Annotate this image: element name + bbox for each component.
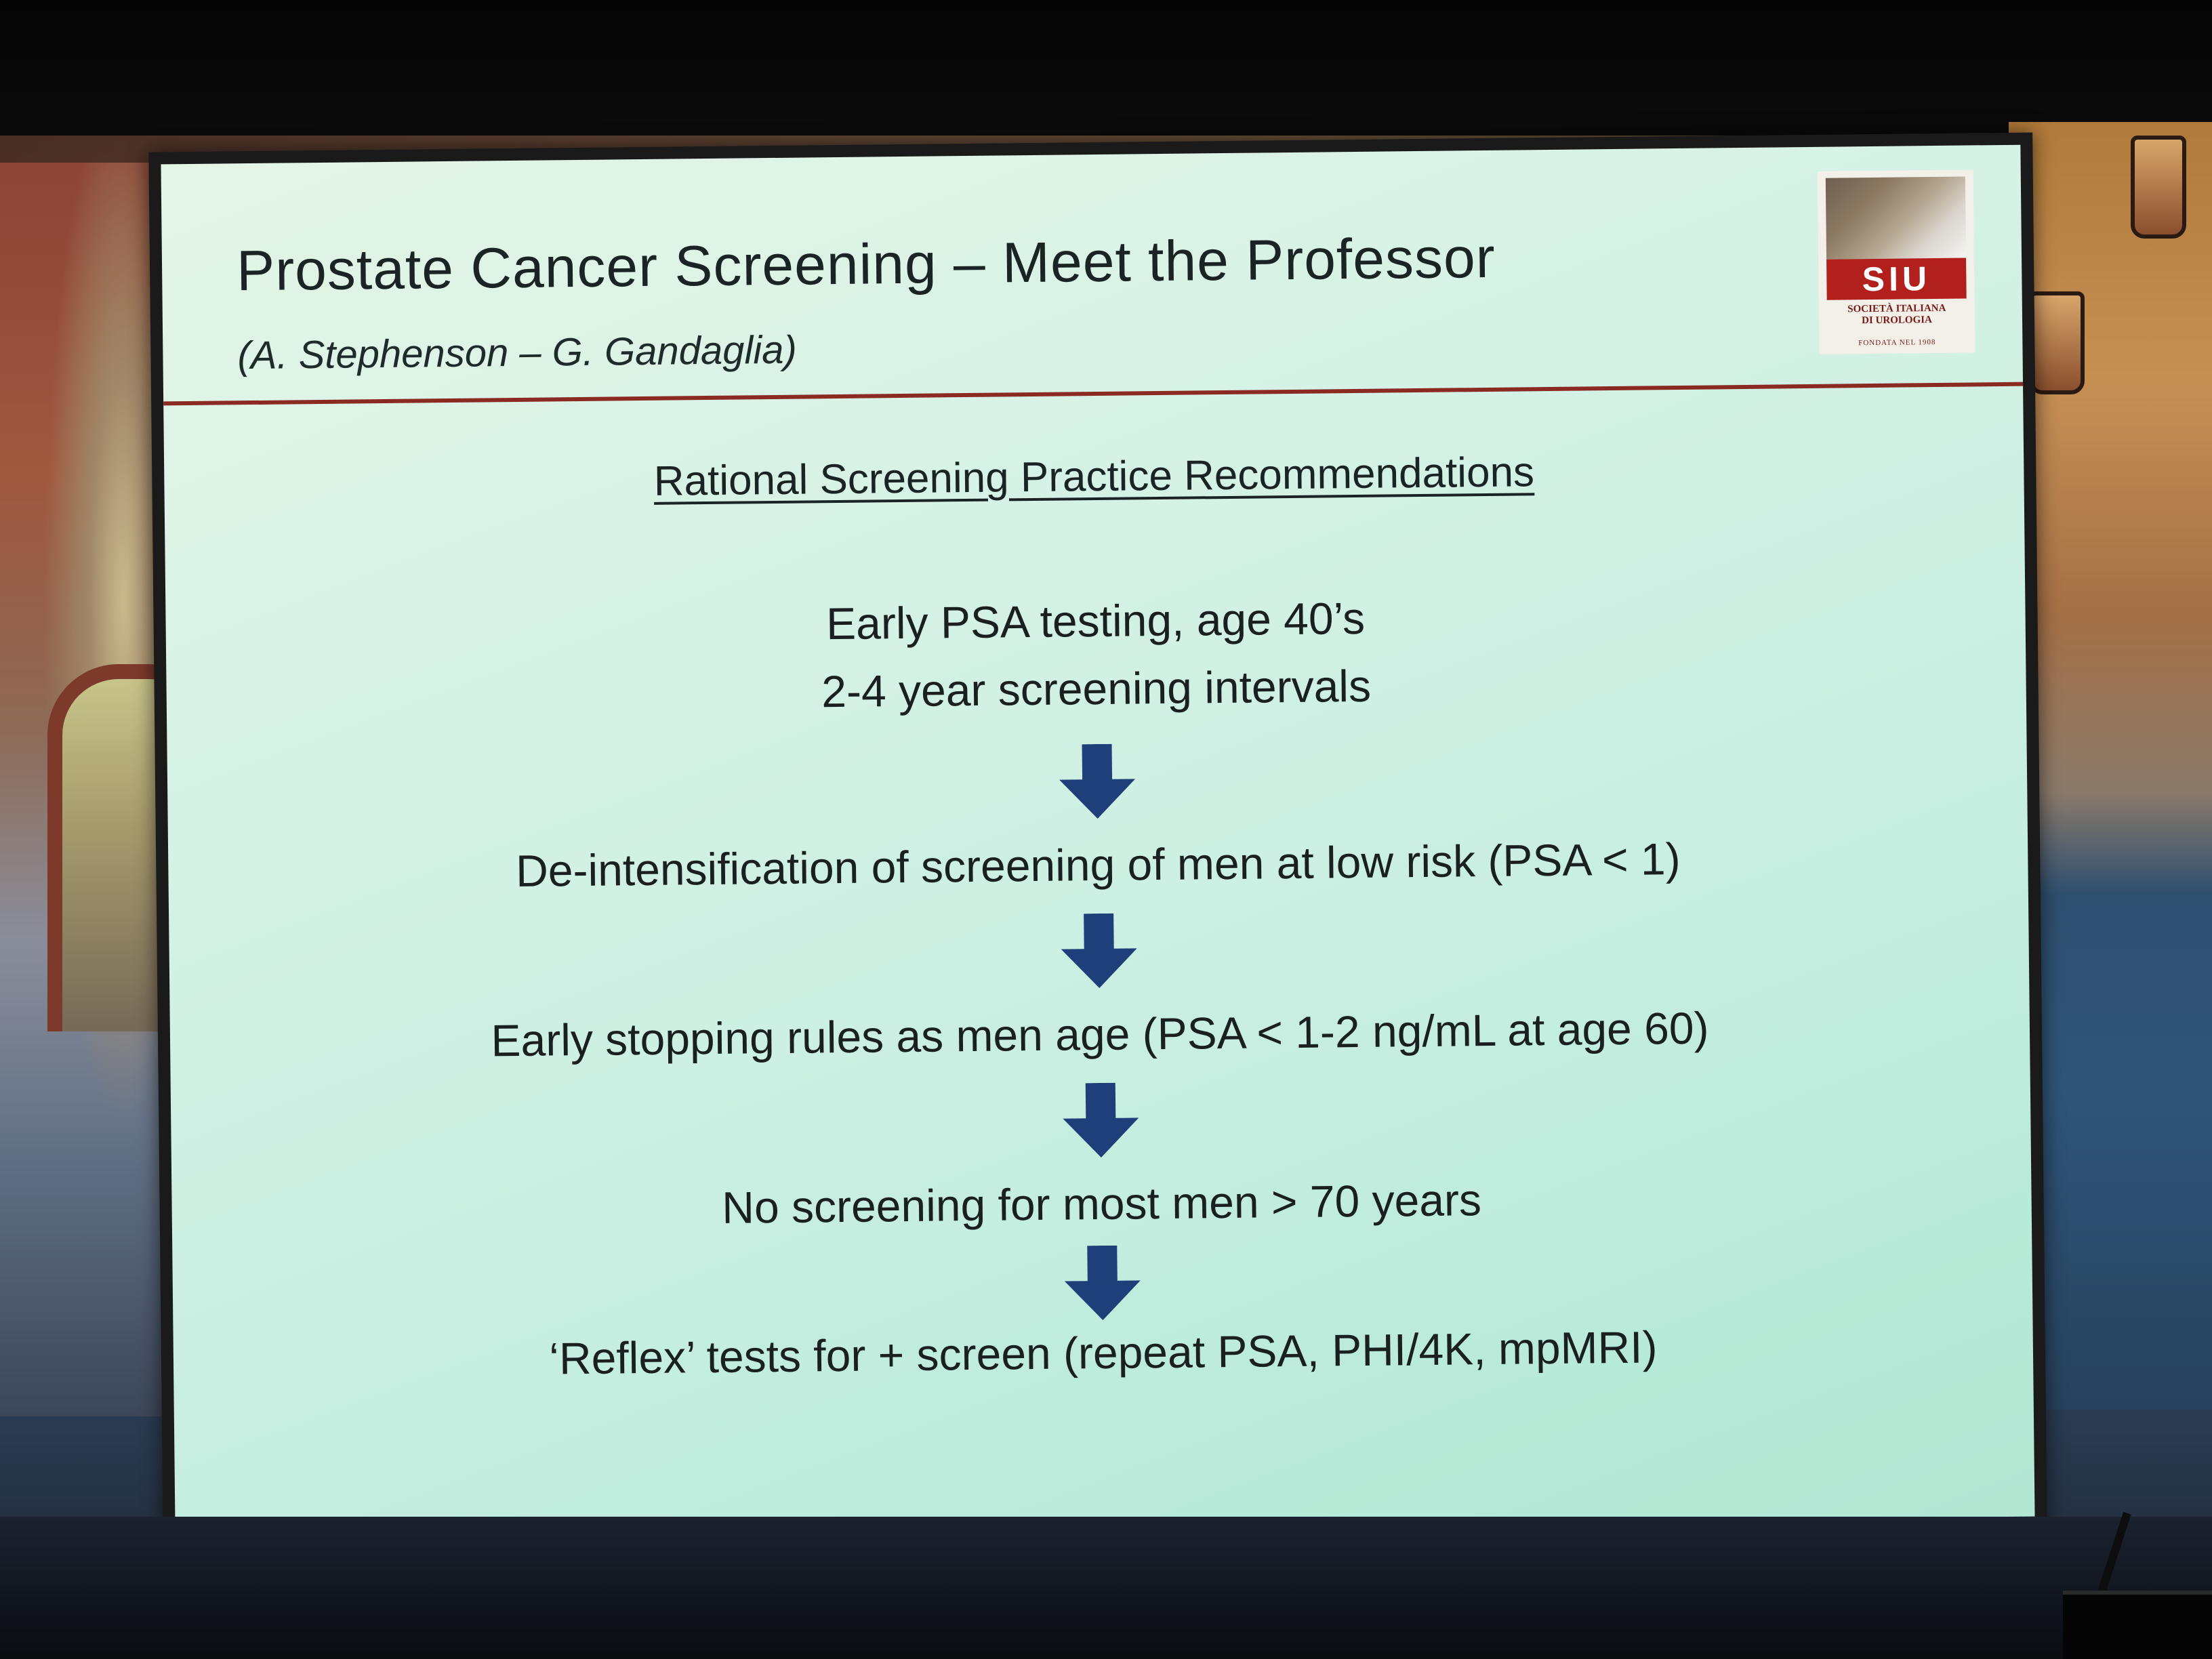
street-lamp-icon — [2029, 291, 2085, 394]
presentation-slide — [161, 145, 2034, 1536]
logo-founded: FONDATA NEL 1908 — [1858, 338, 1936, 348]
projection-screen — [148, 133, 2047, 1549]
step-reflex-tests: ‘Reflex’ tests for + screen (repeat PSA, PHI/4K, mpMRI) — [548, 1322, 1658, 1384]
down-arrow-icon — [1064, 1245, 1141, 1320]
slide-title: Prostate Cancer Screening – Meet the Professor — [236, 225, 1496, 303]
logo-name — [1827, 303, 1967, 327]
stage-monitor — [2063, 1591, 2212, 1659]
siu-logo — [1818, 169, 1975, 354]
down-arrow-icon — [1063, 1082, 1139, 1158]
down-arrow-icon — [1059, 743, 1136, 819]
street-lamp-icon — [2131, 136, 2186, 239]
slide-subtitle: (A. Stephenson – G. Gandaglia) — [237, 327, 798, 378]
step-no-screening: No screening for most men > 70 years — [721, 1174, 1482, 1233]
step-early-testing: Early PSA testing, age 40’s — [825, 592, 1366, 649]
step-early-stopping: Early stopping rules as men age (PSA < 1-2 ng/mL at age 60) — [491, 1002, 1709, 1066]
title-rule — [163, 382, 2023, 406]
logo-mark: SIU — [1826, 258, 1967, 300]
logo-name-line2: DI UROLOGIA — [1862, 314, 1932, 327]
step-de-intensification: De-intensification of screening of men at low risk (PSA < 1) — [515, 834, 1681, 896]
logo-image — [1826, 177, 1966, 260]
audience-foreground — [0, 1517, 2212, 1659]
section-heading: Rational Screening Practice Recommendations — [653, 449, 1535, 505]
logo-name-line1: SOCIETÀ ITALIANA — [1847, 302, 1946, 315]
step-screening-intervals: 2-4 year screening intervals — [821, 660, 1372, 717]
down-arrow-icon — [1061, 913, 1137, 988]
